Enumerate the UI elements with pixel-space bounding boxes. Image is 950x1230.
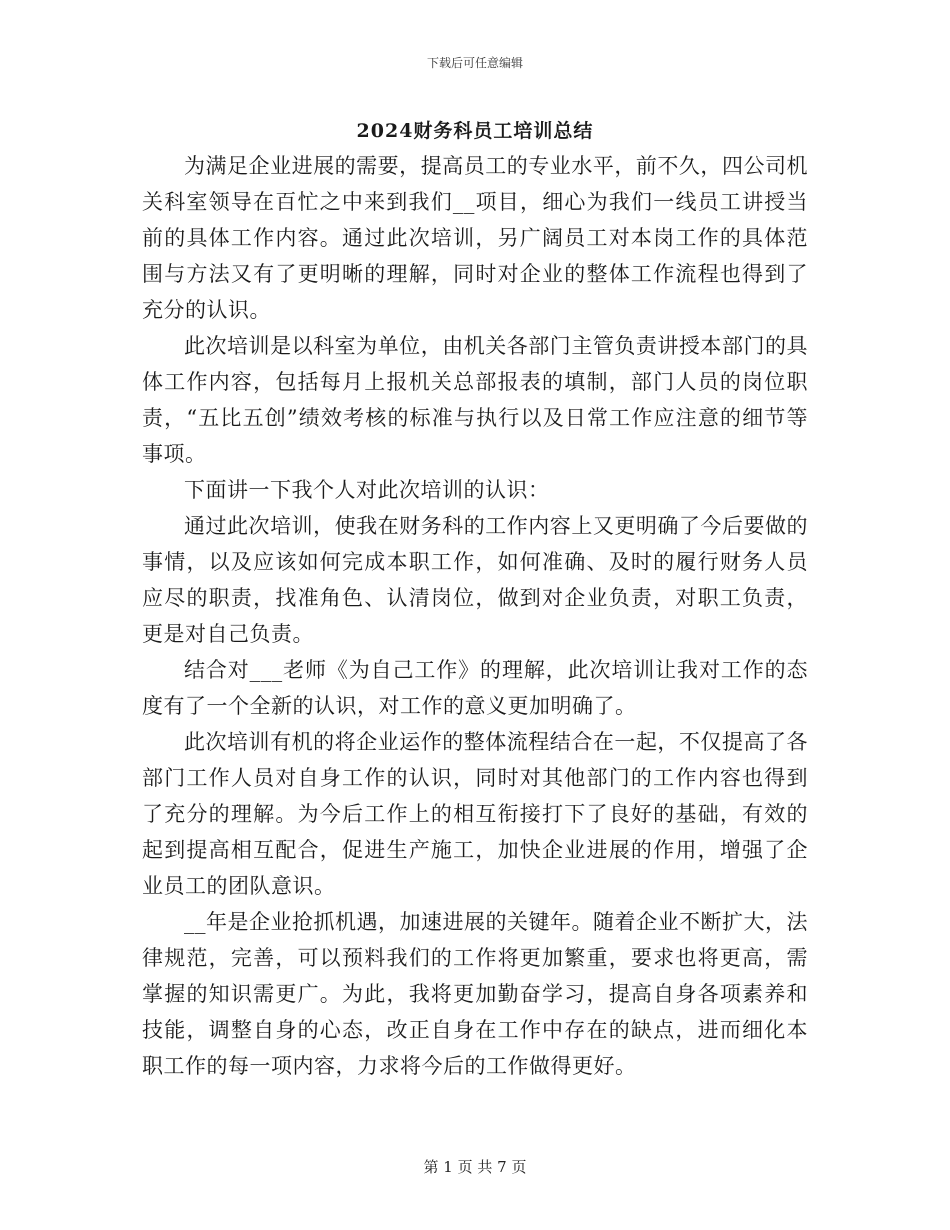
paragraph: 结合对___老师《为自己工作》的理解，此次培训让我对工作的态度有了一个全新的认识，对工作的意义更加明确了。 — [142, 658, 808, 718]
paragraph: 此次培训有机的将企业运作的整体流程结合在一起，不仅提高了各部门工作人员对自身工作的认识，同时对其他部门的工作内容也得到了充分的理解。为今后工作上的相互衔接打下了良好的基础，有效的起到提高相互配合，促进生产施工，加快企业进展的作用，增强了企业员工的团队意识。 — [142, 730, 808, 898]
page-number: 第 1 页 共 7 页 — [423, 1158, 527, 1176]
page-header-note: 下载后可任意编辑 — [426, 56, 523, 70]
paragraph: 此次培训是以科室为单位，由机关各部门主管负责讲授本部门的具体工作内容，包括每月上报机关总部报表的填制，部门人员的岗位职责，“五比五创”绩效考核的标准与执行以及日常工作应注意的细节等事项。 — [142, 334, 808, 466]
document-title: 2024财务科员工培训总结 — [356, 120, 594, 142]
paragraph: 通过此次培训，使我在财务科的工作内容上又更明确了今后要做的事情，以及应该如何完成本职工作，如何准确、及时的履行财务人员应尽的职责，找准角色、认清岗位，做到对企业负责，对职工负责，更是对自己负责。 — [142, 514, 808, 646]
paragraph: __年是企业抢抓机遇，加速进展的关键年。随着企业不断扩大，法律规范，完善，可以预料我们的工作将更加繁重，要求也将更高，需掌握的知识需更广。为此，我将更加勤奋学习，提高自身各项素养和技能，调整自身的心态，改正自身在工作中存在的缺点，进而细化本职工作的每一项内容，力求将今后的工作做得更好。 — [142, 910, 808, 1078]
paragraph: 为满足企业进展的需要，提高员工的专业水平，前不久，四公司机关科室领导在百忙之中来到我们__项目，细心为我们一线员工讲授当前的具体工作内容。通过此次培训，另广阔员工对本岗工作的具体范围与方法又有了更明晰的理解，同时对企业的整体工作流程也得到了充分的认识。 — [142, 154, 808, 322]
paragraph: 下面讲一下我个人对此次培训的认识： — [184, 478, 550, 502]
document-body — [142, 148, 808, 1084]
